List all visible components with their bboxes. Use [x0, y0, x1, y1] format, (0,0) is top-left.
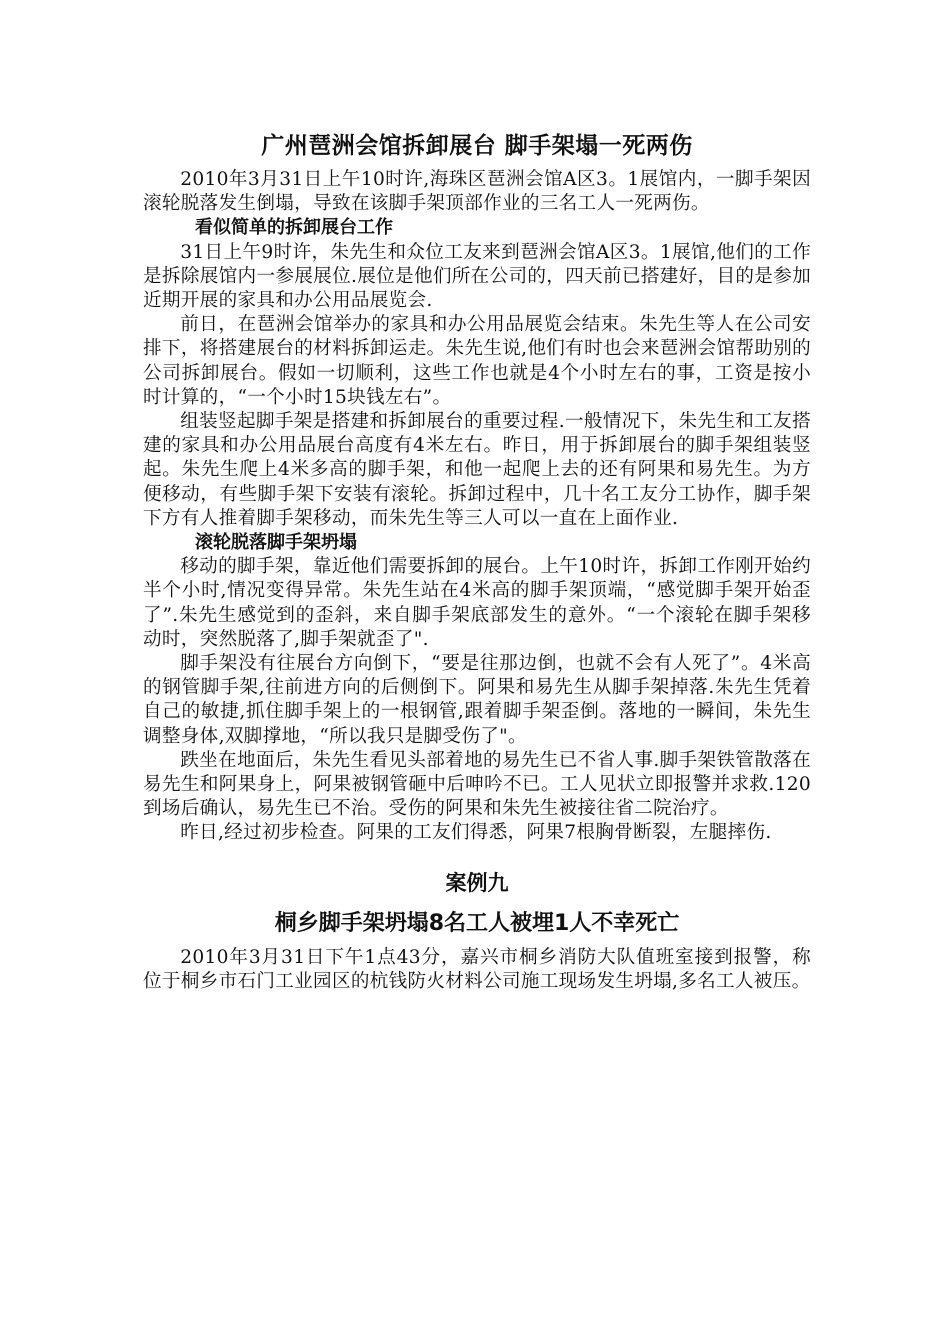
- body-paragraph: 昨日,经过初步检查。阿果的工友们得悉，阿果7根胸骨断裂，左腿摔伤.: [180, 822, 772, 844]
- article-title: 桐乡脚手架坍塌8名工人被埋1人不幸死亡: [274, 910, 680, 936]
- case-label: 案例九: [445, 870, 509, 895]
- body-paragraph: 移动的脚手架，靠近他们需要拆卸的展台。上午10时许，拆卸工作刚开始约半个小时,情况变得异常。朱先生站在4米高的脚手架顶端，“感觉脚手架开始歪了”.朱先生感觉到的歪斜，来自脚手架底部发生的意外。“一个滚轮在脚手架移动时，突然脱落了,脚手架就歪了".: [143, 556, 811, 650]
- body-paragraph: 脚手架没有往展台方向倒下，“要是往那边倒，也就不会有人死了”。4米高的钢管脚手架,往前进方向的后侧倒下。阿果和易先生从脚手架掉落.朱先生凭着自己的敏捷,抓住脚手架上的一根钢管,跟着脚手架歪倒。落地的一瞬间，朱先生调整身体,双脚撑地，“所以我只是脚受伤了"。: [143, 653, 811, 747]
- article-intro-paragraph: 2010年3月31日上午10时许,海珠区琶洲会馆A区3。1展馆内，一脚手架因滚轮脱落发生倒塌，导致在该脚手架顶部作业的三名工人一死两伤。: [143, 169, 811, 215]
- body-paragraph: 前日，在琶洲会馆举办的家具和办公用品展览会结束。朱先生等人在公司安排下，将搭建展台的材料拆卸运走。朱先生说,他们有时也会来琶洲会馆帮助别的公司拆卸展台。假如一切顺利，这些工作也就是4个小时左右的事，工资是按小时计算的，“一个小时15块钱左右”。: [143, 314, 811, 408]
- article-title: 广州琶洲会馆拆卸展台 脚手架塌一死两伤: [261, 133, 693, 159]
- section-heading: 看似简单的拆卸展台工作: [195, 217, 393, 239]
- body-paragraph: 31日上午9时许，朱先生和众位工友来到琶洲会馆A区3。1展馆,他们的工作是拆除展馆内一参展展位.展位是他们所在公司的，四天前已搭建好，目的是参加近期开展的家具和办公用品展览会.: [143, 241, 811, 312]
- body-paragraph: 组装竖起脚手架是搭建和拆卸展台的重要过程.一般情况下，朱先生和工友搭建的家具和办公用品展台高度有4米左右。昨日，用于拆卸展台的脚手架组装竖起。朱先生爬上4米多高的脚手架，和他一起爬上去的还有阿果和易先生。为方便移动，有些脚手架下安装有滚轮。拆卸过程中，几十名工友分工协作，脚手架下方有人推着脚手架移动，而朱先生等三人可以一直在上面作业.: [143, 411, 811, 529]
- section-heading: 滚轮脱落脚手架坍塌: [195, 532, 357, 554]
- body-paragraph: 跌坐在地面后，朱先生看见头部着地的易先生已不省人事.脚手架铁管散落在易先生和阿果身上，阿果被钢管砸中后呻吟不已。工人见状立即报警并求救.120到场后确认，易先生已不治。受伤的阿果和朱先生被接往省二院治疗。: [143, 749, 811, 820]
- body-paragraph: 2010年3月31日下午1点43分，嘉兴市桐乡消防大队值班室接到报警，称位于桐乡市石门工业园区的杭钱防火材料公司施工现场发生坍塌,多名工人被压。: [143, 946, 811, 992]
- document-body: [143, 130, 811, 994]
